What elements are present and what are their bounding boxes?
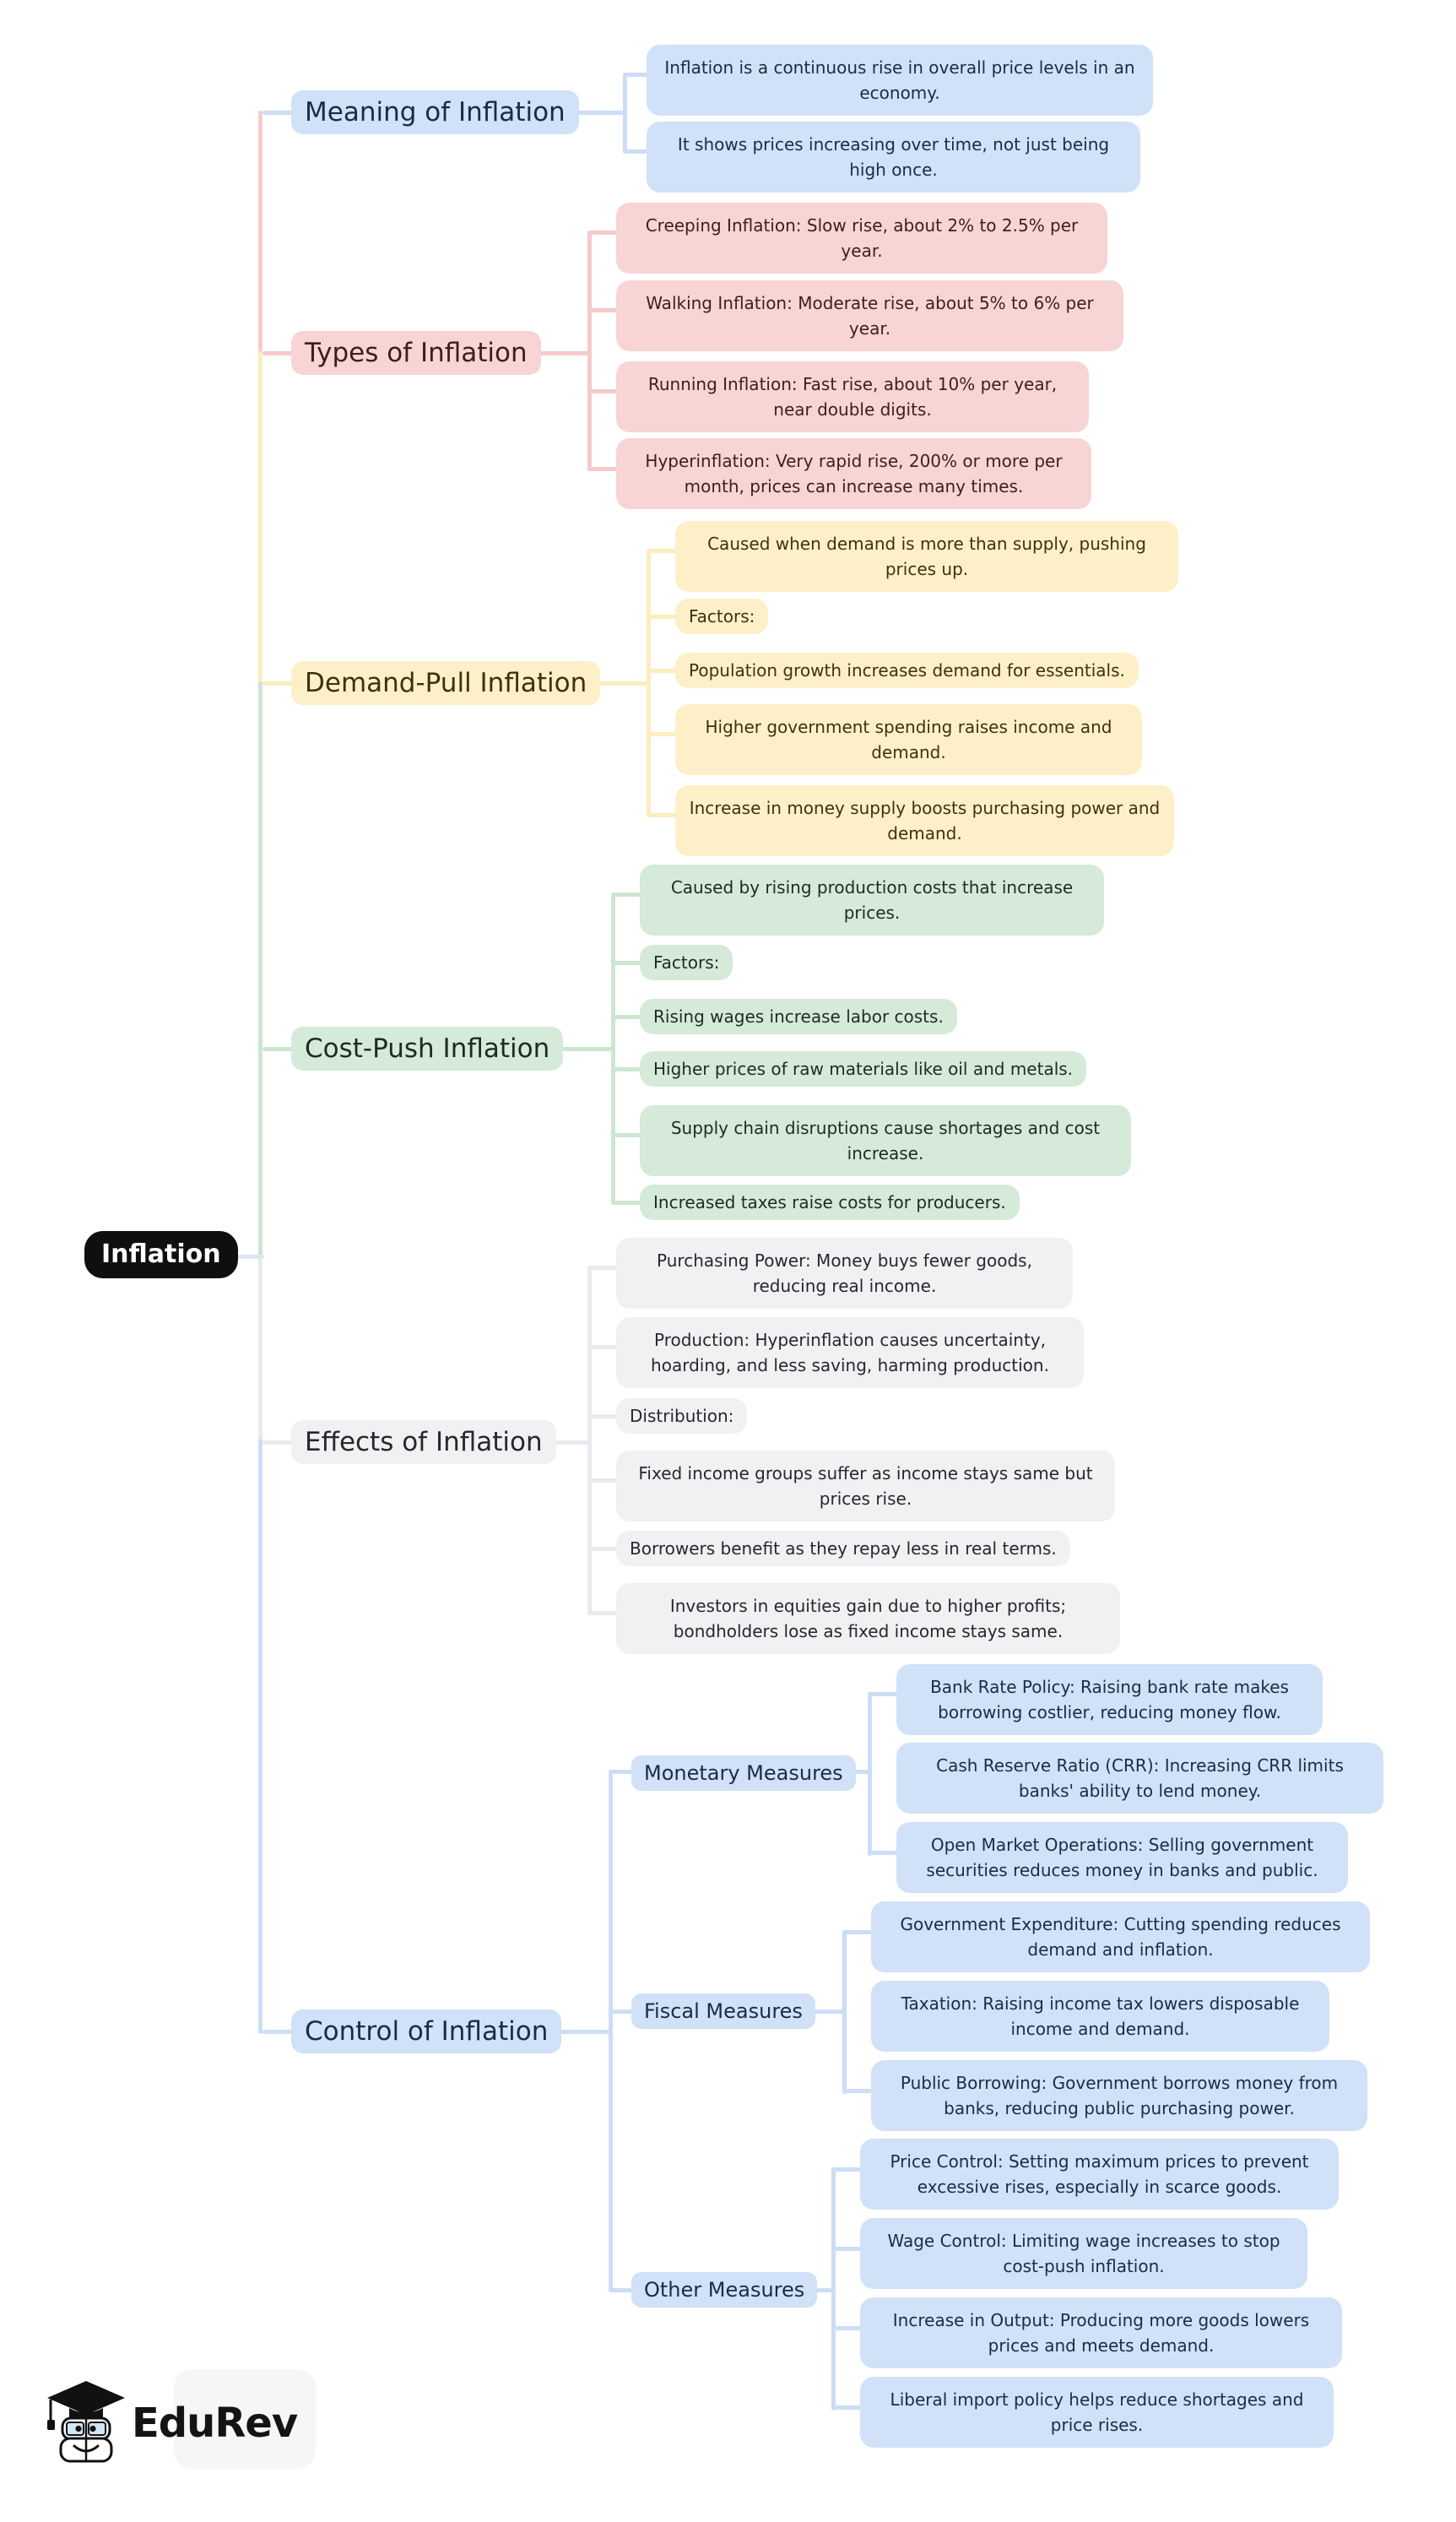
child-node: Higher prices of raw materials like oil and metals.: [640, 1051, 1086, 1087]
child-node: Walking Inflation: Moderate rise, about 5% to 6% per year.: [616, 280, 1123, 351]
child-node: Government Expenditure: Cutting spending reduces demand and inflation.: [871, 1901, 1370, 1972]
edurev-logo[interactable]: [44, 2378, 297, 2469]
root-node: Inflation: [84, 1231, 238, 1278]
child-node: Population growth increases demand for essentials.: [675, 653, 1139, 688]
child-node: Fixed income groups suffer as income stays same but prices rise.: [616, 1451, 1115, 1521]
child-node: Creeping Inflation: Slow rise, about 2% to 2.5% per year.: [616, 203, 1107, 274]
child-node: Liberal import policy helps reduce shortages and price rises.: [860, 2377, 1334, 2448]
connector-line: [258, 681, 263, 1051]
branch-header-meaning: Meaning of Inflation: [291, 90, 579, 134]
branch-header-control: Control of Inflation: [291, 2009, 561, 2053]
child-node: Rising wages increase labor costs.: [640, 999, 957, 1034]
branch-header-cost-push: Cost-Push Inflation: [291, 1027, 563, 1071]
child-node: Higher government spending raises income and demand.: [675, 704, 1142, 775]
edurev-brand-text: EduRev: [132, 2400, 298, 2447]
edurev-mascot-icon: [44, 2378, 128, 2469]
child-node: Purchasing Power: Money buys fewer goods, reducing real income.: [616, 1238, 1073, 1309]
branch-header-effects: Effects of Inflation: [291, 1420, 556, 1464]
child-node: Caused when demand is more than supply, pushing prices up.: [675, 521, 1178, 592]
subbranch-header-fiscal: Fiscal Measures: [631, 1993, 815, 2029]
child-node: Factors:: [675, 599, 768, 634]
child-node: Distribution:: [616, 1398, 747, 1434]
connector-line: [258, 111, 263, 355]
child-node: Supply chain disruptions cause shortages and cost increase.: [640, 1105, 1131, 1176]
connector-line: [831, 2167, 836, 2411]
branch-header-types: Types of Inflation: [291, 331, 541, 375]
child-node: Investors in equities gain due to higher profits; bondholders lose as fixed income stays same.: [616, 1583, 1120, 1654]
connector-line: [623, 73, 627, 154]
connector-line: [258, 1255, 263, 1443]
child-node: Public Borrowing: Government borrows money from banks, reducing public purchasing power.: [871, 2060, 1367, 2131]
child-node: Taxation: Raising income tax lowers disposable income and demand.: [871, 1981, 1329, 2052]
connector-line: [587, 1266, 592, 1615]
child-node: Cash Reserve Ratio (CRR): Increasing CRR limits banks' ability to lend money.: [896, 1743, 1383, 1814]
child-node: Running Inflation: Fast rise, about 10% per year, near double digits.: [616, 361, 1089, 432]
connector-line: [647, 549, 651, 817]
connector-line: [258, 351, 263, 686]
branch-header-demand-pull: Demand-Pull Inflation: [291, 661, 600, 705]
connector-line: [611, 892, 615, 1205]
child-node: Hyperinflation: Very rapid rise, 200% or more per month, prices can increase many times.: [616, 438, 1091, 509]
connector-line: [868, 1692, 872, 1856]
child-node: Production: Hyperinflation causes uncertainty, hoarding, and less saving, harming production.: [616, 1317, 1084, 1388]
connector-line: [237, 1255, 264, 1259]
subbranch-header-monetary: Monetary Measures: [631, 1755, 856, 1791]
connector-line: [258, 1439, 263, 2034]
child-node: Open Market Operations: Selling government securities reduces money in banks and public.: [896, 1822, 1348, 1893]
child-node: Inflation is a continuous rise in overall price levels in an economy.: [647, 45, 1153, 116]
child-node: Borrowers benefit as they repay less in real terms.: [616, 1531, 1070, 1566]
subbranch-header-other: Other Measures: [631, 2272, 817, 2308]
connector-line: [258, 1047, 263, 1259]
child-node: Wage Control: Limiting wage increases to stop cost-push inflation.: [860, 2218, 1307, 2289]
child-node: Bank Rate Policy: Raising bank rate makes borrowing costlier, reducing money flow.: [896, 1664, 1323, 1735]
connector-line: [842, 1930, 847, 2094]
child-node: It shows prices increasing over time, not just being high once.: [647, 122, 1140, 193]
child-node: Price Control: Setting maximum prices to prevent excessive rises, especially in scarce goods.: [860, 2139, 1339, 2210]
connector-line: [609, 1770, 613, 2292]
child-node: Increase in Output: Producing more goods lowers prices and meets demand.: [860, 2297, 1342, 2368]
child-node: Increased taxes raise costs for producers.: [640, 1185, 1020, 1220]
child-node: Factors:: [640, 945, 733, 980]
connector-line: [587, 231, 592, 471]
child-node: Increase in money supply boosts purchasing power and demand.: [675, 785, 1174, 856]
child-node: Caused by rising production costs that increase prices.: [640, 865, 1104, 936]
